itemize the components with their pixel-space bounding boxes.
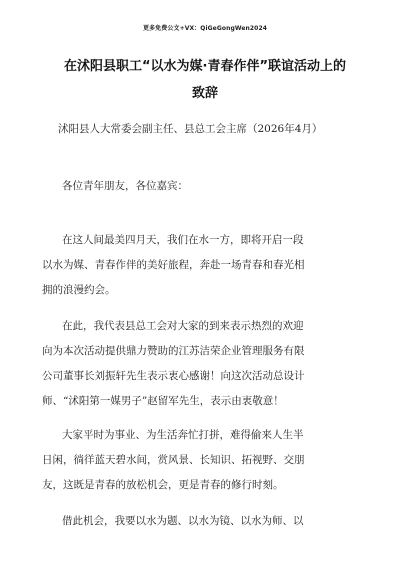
paragraph-line: 公司董事长刘振轩先生表示衷心感谢！向这次活动总设计 — [42, 370, 305, 382]
paragraph-line: 以水为媒、青春作伴的美好旅程，奔赴一场青春和春光相 — [42, 259, 305, 271]
paragraph-line: 拥的浪漫约会。 — [42, 284, 116, 296]
greeting — [62, 174, 352, 199]
document-title — [30, 53, 380, 107]
paragraph-line: 在此，我代表县总工会对大家的到来表示热烈的欢迎 — [62, 320, 304, 332]
title-line-2: 致辞 — [191, 86, 218, 101]
title-line-1: 在沭阳县职工“以水为媒·青春作伴”联谊活动上的 — [63, 59, 347, 74]
header-note: 更多免费公文+VX：QiGeGongWen2024 — [142, 25, 267, 32]
greeting-text: 各位青年朋友，各位嘉宾： — [62, 180, 188, 192]
paragraph-4 — [62, 509, 352, 534]
paragraph-3 — [42, 423, 352, 498]
paragraph-line: 向为本次活动提供鼎力赞助的江苏洁荣企业管理服务有限 — [42, 345, 305, 357]
paragraph-line: 在这人间最美四月天，我们在水一方，即将开启一段 — [62, 234, 304, 246]
paragraph-line: 借此机会，我要以水为题、以水为镜、以水为师、以 — [62, 515, 304, 527]
paragraph-line: 日闲，徜徉蓝天碧水间，赏风景、长知识、拓视野、交朋 — [42, 454, 305, 466]
paragraph-line: 大家平时为事业、为生活奔忙打拼，难得偷来人生半 — [62, 429, 304, 441]
paragraph-1 — [42, 228, 352, 303]
paragraph-2 — [42, 314, 352, 414]
paragraph-line: 友，这既是青春的放松机会，更是青春的修行时刻。 — [42, 479, 284, 491]
author-byline: 沭阳县人大常委会副主任、县总工会主席（2026年4月） — [58, 123, 323, 135]
paragraph-line: 师、“沭阳第一媒男子”赵留军先生，表示由衷敬意！ — [42, 395, 284, 407]
